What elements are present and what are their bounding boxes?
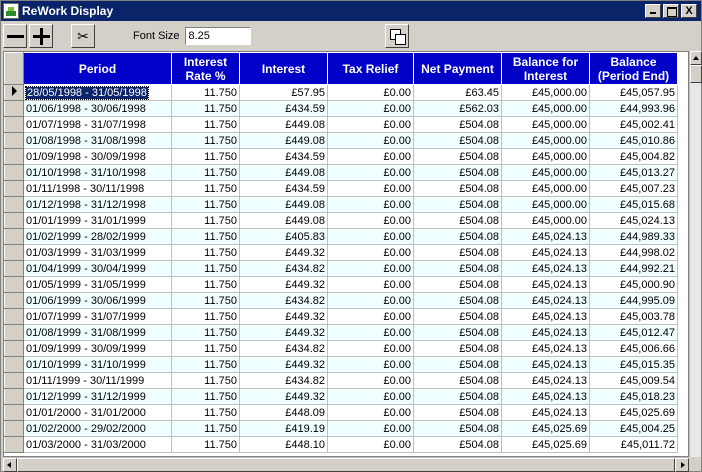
cell-balance-for-interest[interactable]: £45,000.00 xyxy=(502,149,590,165)
cell-period[interactable]: 01/05/1999 - 31/05/1999 xyxy=(24,277,172,293)
cell-balance-period-end[interactable]: £45,015.68 xyxy=(590,197,678,213)
window-title: ReWork Display xyxy=(22,4,114,18)
table-row[interactable] xyxy=(5,149,678,165)
data-grid[interactable] xyxy=(3,51,689,457)
cell-interest[interactable]: £434.82 xyxy=(240,293,328,309)
cell-net-payment[interactable]: £504.08 xyxy=(414,213,502,229)
row-header[interactable] xyxy=(5,165,24,181)
row-header[interactable] xyxy=(5,421,24,437)
cell-interest[interactable]: £434.82 xyxy=(240,261,328,277)
cell-interest[interactable]: £434.82 xyxy=(240,341,328,357)
cell-interest-rate[interactable]: 11.750 xyxy=(172,197,240,213)
table-row[interactable] xyxy=(5,229,678,245)
table-row[interactable] xyxy=(5,261,678,277)
cell-balance-period-end[interactable]: £45,007.23 xyxy=(590,181,678,197)
cell-interest[interactable]: £449.08 xyxy=(240,213,328,229)
selected-cell-text: 28/05/1998 - 31/05/1998 xyxy=(27,86,147,99)
cell-period[interactable]: 01/06/1999 - 30/06/1999 xyxy=(24,293,172,309)
cell-balance-period-end[interactable]: £45,004.82 xyxy=(590,149,678,165)
cell-interest[interactable]: £449.32 xyxy=(240,325,328,341)
cell-net-payment[interactable]: £63.45 xyxy=(414,85,502,101)
cell-net-payment[interactable]: £504.08 xyxy=(414,277,502,293)
font-size-input[interactable] xyxy=(185,27,251,45)
cell-period[interactable]: 01/03/2000 - 31/03/2000 xyxy=(24,437,172,453)
cell-net-payment[interactable]: £504.08 xyxy=(414,389,502,405)
cell-balance-period-end[interactable]: £45,015.35 xyxy=(590,357,678,373)
cell-interest[interactable]: £57.95 xyxy=(240,85,328,101)
cell-tax-relief[interactable]: £0.00 xyxy=(328,341,414,357)
cell-interest[interactable]: £449.08 xyxy=(240,133,328,149)
row-header[interactable] xyxy=(5,181,24,197)
cell-tax-relief[interactable]: £0.00 xyxy=(328,117,414,133)
cell-period[interactable]: 01/11/1999 - 30/11/1999 xyxy=(24,373,172,389)
cell-interest-rate[interactable]: 11.750 xyxy=(172,245,240,261)
cell-interest-rate[interactable]: 11.750 xyxy=(172,437,240,453)
row-header[interactable] xyxy=(5,373,24,389)
header-row xyxy=(5,53,678,85)
cell-interest-rate[interactable]: 11.750 xyxy=(172,117,240,133)
cell-interest-rate[interactable]: 11.750 xyxy=(172,325,240,341)
cell-period[interactable]: 01/09/1999 - 30/09/1999 xyxy=(24,341,172,357)
table-row[interactable] xyxy=(5,357,678,373)
cell-balance-for-interest[interactable]: £45,024.13 xyxy=(502,389,590,405)
cell-interest-rate[interactable]: 11.750 xyxy=(172,229,240,245)
cell-balance-for-interest[interactable]: £45,024.13 xyxy=(502,357,590,373)
cell-balance-for-interest[interactable]: £45,024.13 xyxy=(502,341,590,357)
cell-balance-period-end[interactable]: £45,004.25 xyxy=(590,421,678,437)
cell-interest-rate[interactable]: 11.750 xyxy=(172,149,240,165)
cell-balance-for-interest[interactable]: £45,000.00 xyxy=(502,213,590,229)
cell-interest-rate[interactable]: 11.750 xyxy=(172,277,240,293)
cell-balance-for-interest[interactable]: £45,000.00 xyxy=(502,117,590,133)
cell-interest[interactable]: £434.59 xyxy=(240,181,328,197)
row-header[interactable] xyxy=(5,293,24,309)
cell-balance-period-end[interactable]: £44,989.33 xyxy=(590,229,678,245)
cell-balance-period-end[interactable]: £45,013.27 xyxy=(590,165,678,181)
cell-interest-rate[interactable]: 11.750 xyxy=(172,213,240,229)
row-header[interactable] xyxy=(5,245,24,261)
cell-balance-period-end[interactable]: £45,057.95 xyxy=(590,85,678,101)
cell-interest[interactable]: £405.83 xyxy=(240,229,328,245)
cell-balance-for-interest[interactable]: £45,024.13 xyxy=(502,373,590,389)
cell-tax-relief[interactable]: £0.00 xyxy=(328,405,414,421)
cell-period[interactable]: 01/01/2000 - 31/01/2000 xyxy=(24,405,172,421)
cell-net-payment[interactable]: £504.08 xyxy=(414,437,502,453)
cell-interest-rate[interactable]: 11.750 xyxy=(172,133,240,149)
table-row[interactable] xyxy=(5,405,678,421)
cell-net-payment[interactable]: £504.08 xyxy=(414,405,502,421)
cell-tax-relief[interactable]: £0.00 xyxy=(328,229,414,245)
cell-interest[interactable]: £449.32 xyxy=(240,357,328,373)
cell-tax-relief[interactable]: £0.00 xyxy=(328,101,414,117)
cell-net-payment[interactable]: £504.08 xyxy=(414,117,502,133)
cell-balance-for-interest[interactable]: £45,000.00 xyxy=(502,181,590,197)
cell-net-payment[interactable]: £504.08 xyxy=(414,149,502,165)
cell-net-payment[interactable]: £504.08 xyxy=(414,181,502,197)
cell-interest-rate[interactable]: 11.750 xyxy=(172,261,240,277)
font-size-label: Font Size xyxy=(133,30,180,42)
table-row[interactable] xyxy=(5,133,678,149)
row-header[interactable] xyxy=(5,101,24,117)
cell-interest-rate[interactable]: 11.750 xyxy=(172,373,240,389)
cell-interest[interactable]: £449.08 xyxy=(240,165,328,181)
cell-balance-period-end[interactable]: £44,995.09 xyxy=(590,293,678,309)
table-row[interactable] xyxy=(5,277,678,293)
table-row[interactable] xyxy=(5,245,678,261)
cell-period[interactable]: 01/10/1999 - 31/10/1999 xyxy=(24,357,172,373)
cell-balance-period-end[interactable]: £45,000.90 xyxy=(590,277,678,293)
cell-period[interactable] xyxy=(24,85,172,101)
row-header[interactable] xyxy=(5,325,24,341)
table-row[interactable] xyxy=(5,309,678,325)
row-header[interactable] xyxy=(5,197,24,213)
cell-interest[interactable]: £419.19 xyxy=(240,421,328,437)
cell-tax-relief[interactable]: £0.00 xyxy=(328,261,414,277)
table-row[interactable] xyxy=(5,181,678,197)
cell-balance-for-interest[interactable]: £45,025.69 xyxy=(502,421,590,437)
cell-interest-rate[interactable]: 11.750 xyxy=(172,101,240,117)
table-row[interactable] xyxy=(5,101,678,117)
cell-period[interactable]: 01/12/1999 - 31/12/1999 xyxy=(24,389,172,405)
column-header-net-payment[interactable]: Net Payment xyxy=(414,53,502,85)
cell-interest[interactable]: £449.32 xyxy=(240,277,328,293)
cell-balance-period-end[interactable]: £45,009.54 xyxy=(590,373,678,389)
cell-period[interactable]: 01/08/1998 - 31/08/1998 xyxy=(24,133,172,149)
cell-balance-for-interest[interactable]: £45,000.00 xyxy=(502,101,590,117)
vertical-scrollbar[interactable] xyxy=(689,51,701,457)
row-header[interactable] xyxy=(5,405,24,421)
cell-tax-relief[interactable]: £0.00 xyxy=(328,181,414,197)
cell-net-payment[interactable]: £504.08 xyxy=(414,357,502,373)
cell-interest[interactable]: £449.08 xyxy=(240,117,328,133)
column-header-tax-relief[interactable]: Tax Relief xyxy=(328,53,414,85)
cell-tax-relief[interactable]: £0.00 xyxy=(328,357,414,373)
row-header[interactable] xyxy=(5,213,24,229)
cell-balance-for-interest[interactable]: £45,000.00 xyxy=(502,133,590,149)
cell-interest[interactable]: £449.32 xyxy=(240,309,328,325)
row-header[interactable] xyxy=(5,309,24,325)
cell-tax-relief[interactable]: £0.00 xyxy=(328,245,414,261)
row-header[interactable] xyxy=(5,117,24,133)
vertical-scroll-thumb[interactable] xyxy=(690,65,702,83)
column-header-balance-for-interest[interactable]: Balance for Interest xyxy=(502,53,590,85)
table-row[interactable] xyxy=(5,85,678,101)
cell-period[interactable]: 01/08/1999 - 31/08/1999 xyxy=(24,325,172,341)
cell-period[interactable]: 01/04/1999 - 30/04/1999 xyxy=(24,261,172,277)
minimize-button[interactable] xyxy=(645,4,661,18)
scroll-up-arrow-icon[interactable] xyxy=(690,51,702,65)
close-button[interactable]: X xyxy=(681,4,697,18)
cell-balance-for-interest[interactable]: £45,000.00 xyxy=(502,197,590,213)
cell-net-payment[interactable]: £504.08 xyxy=(414,341,502,357)
horizontal-scrollbar[interactable] xyxy=(3,457,689,471)
cell-balance-period-end[interactable]: £45,006.66 xyxy=(590,341,678,357)
cell-interest-rate[interactable]: 11.750 xyxy=(172,357,240,373)
cell-interest-rate[interactable]: 11.750 xyxy=(172,309,240,325)
cell-interest[interactable]: £448.10 xyxy=(240,437,328,453)
cell-net-payment[interactable]: £504.08 xyxy=(414,421,502,437)
table-row[interactable] xyxy=(5,293,678,309)
table-row[interactable] xyxy=(5,325,678,341)
scroll-right-arrow-icon[interactable] xyxy=(675,458,689,472)
plus-icon[interactable] xyxy=(29,24,53,48)
row-header[interactable] xyxy=(5,85,24,101)
cell-tax-relief[interactable]: £0.00 xyxy=(328,373,414,389)
cell-period[interactable]: 01/07/1998 - 31/07/1998 xyxy=(24,117,172,133)
table-row[interactable] xyxy=(5,341,678,357)
cell-tax-relief[interactable]: £0.00 xyxy=(328,165,414,181)
cell-tax-relief[interactable]: £0.00 xyxy=(328,309,414,325)
cell-period[interactable]: 01/09/1998 - 30/09/1998 xyxy=(24,149,172,165)
cell-balance-period-end[interactable]: £45,003.78 xyxy=(590,309,678,325)
cell-period[interactable]: 01/07/1999 - 31/07/1999 xyxy=(24,309,172,325)
cell-interest-rate[interactable]: 11.750 xyxy=(172,293,240,309)
cell-net-payment[interactable]: £562.03 xyxy=(414,101,502,117)
cell-balance-for-interest[interactable]: £45,024.13 xyxy=(502,277,590,293)
row-header[interactable] xyxy=(5,229,24,245)
cell-balance-period-end[interactable]: £44,992.21 xyxy=(590,261,678,277)
cell-interest[interactable]: £449.32 xyxy=(240,389,328,405)
cell-period[interactable]: 01/03/1999 - 31/03/1999 xyxy=(24,245,172,261)
cell-net-payment[interactable]: £504.08 xyxy=(414,245,502,261)
cell-period[interactable]: 01/06/1998 - 30/06/1998 xyxy=(24,101,172,117)
cell-interest-rate[interactable]: 11.750 xyxy=(172,165,240,181)
app-icon xyxy=(3,3,19,19)
cell-balance-for-interest[interactable]: £45,024.13 xyxy=(502,325,590,341)
cell-net-payment[interactable]: £504.08 xyxy=(414,373,502,389)
cell-balance-for-interest[interactable]: £45,025.69 xyxy=(502,437,590,453)
cell-interest[interactable]: £449.32 xyxy=(240,245,328,261)
cell-interest[interactable]: £434.59 xyxy=(240,149,328,165)
minus-icon[interactable] xyxy=(3,24,27,48)
row-header[interactable] xyxy=(5,149,24,165)
grid-body xyxy=(5,85,678,453)
cell-tax-relief[interactable]: £0.00 xyxy=(328,325,414,341)
cell-balance-period-end[interactable]: £45,010.86 xyxy=(590,133,678,149)
cell-balance-period-end[interactable]: £45,012.47 xyxy=(590,325,678,341)
cell-net-payment[interactable]: £504.08 xyxy=(414,325,502,341)
cell-tax-relief[interactable]: £0.00 xyxy=(328,133,414,149)
table-row[interactable] xyxy=(5,389,678,405)
cell-balance-period-end[interactable]: £44,998.02 xyxy=(590,245,678,261)
table-row[interactable] xyxy=(5,373,678,389)
cell-tax-relief[interactable]: £0.00 xyxy=(328,389,414,405)
cell-balance-period-end[interactable]: £45,024.13 xyxy=(590,213,678,229)
cell-net-payment[interactable]: £504.08 xyxy=(414,261,502,277)
row-header[interactable] xyxy=(5,389,24,405)
cell-interest-rate[interactable]: 11.750 xyxy=(172,181,240,197)
cell-tax-relief[interactable]: £0.00 xyxy=(328,277,414,293)
cell-tax-relief[interactable]: £0.00 xyxy=(328,85,414,101)
scissors-icon[interactable]: ✂ xyxy=(71,24,95,48)
cell-period[interactable]: 01/10/1998 - 31/10/1998 xyxy=(24,165,172,181)
current-row-pointer-icon xyxy=(12,86,17,96)
cell-balance-period-end[interactable]: £44,993.96 xyxy=(590,101,678,117)
cell-balance-for-interest[interactable]: £45,024.13 xyxy=(502,229,590,245)
cell-interest-rate[interactable]: 11.750 xyxy=(172,341,240,357)
cell-tax-relief[interactable]: £0.00 xyxy=(328,437,414,453)
cell-interest[interactable]: £434.82 xyxy=(240,373,328,389)
cell-period[interactable]: 01/02/1999 - 28/02/1999 xyxy=(24,229,172,245)
row-header[interactable] xyxy=(5,357,24,373)
cell-balance-for-interest[interactable]: £45,024.13 xyxy=(502,309,590,325)
cell-interest[interactable]: £449.08 xyxy=(240,197,328,213)
row-header[interactable] xyxy=(5,261,24,277)
copy-windows-icon[interactable] xyxy=(385,24,409,48)
cell-balance-for-interest[interactable]: £45,024.13 xyxy=(502,405,590,421)
cell-tax-relief[interactable]: £0.00 xyxy=(328,197,414,213)
table-row[interactable] xyxy=(5,437,678,453)
table-row[interactable] xyxy=(5,117,678,133)
row-header[interactable] xyxy=(5,277,24,293)
column-header-interest[interactable]: Interest xyxy=(240,53,328,85)
scroll-left-arrow-icon[interactable] xyxy=(3,458,17,472)
table-row[interactable] xyxy=(5,197,678,213)
column-header-interest-rate[interactable]: Interest Rate % xyxy=(172,53,240,85)
table-row[interactable] xyxy=(5,165,678,181)
table-row[interactable] xyxy=(5,421,678,437)
cell-balance-period-end[interactable]: £45,025.69 xyxy=(590,405,678,421)
cell-interest[interactable]: £434.59 xyxy=(240,101,328,117)
cell-tax-relief[interactable]: £0.00 xyxy=(328,149,414,165)
cell-period[interactable]: 01/12/1998 - 31/12/1998 xyxy=(24,197,172,213)
cell-balance-period-end[interactable]: £45,011.72 xyxy=(590,437,678,453)
cell-period[interactable]: 01/02/2000 - 29/02/2000 xyxy=(24,421,172,437)
horizontal-scroll-thumb[interactable] xyxy=(17,458,675,472)
cell-period[interactable]: 01/01/1999 - 31/01/1999 xyxy=(24,213,172,229)
cell-interest-rate[interactable]: 11.750 xyxy=(172,421,240,437)
cell-period[interactable]: 01/11/1998 - 30/11/1998 xyxy=(24,181,172,197)
cell-tax-relief[interactable]: £0.00 xyxy=(328,293,414,309)
cell-net-payment[interactable]: £504.08 xyxy=(414,165,502,181)
cell-interest[interactable]: £448.09 xyxy=(240,405,328,421)
cell-tax-relief[interactable]: £0.00 xyxy=(328,213,414,229)
cell-net-payment[interactable]: £504.08 xyxy=(414,309,502,325)
cell-interest-rate[interactable]: 11.750 xyxy=(172,389,240,405)
row-header[interactable] xyxy=(5,133,24,149)
cell-net-payment[interactable]: £504.08 xyxy=(414,293,502,309)
cell-interest-rate[interactable]: 11.750 xyxy=(172,85,240,101)
maximize-button[interactable] xyxy=(663,4,679,18)
cell-balance-for-interest[interactable]: £45,000.00 xyxy=(502,165,590,181)
cell-balance-for-interest[interactable]: £45,024.13 xyxy=(502,245,590,261)
cell-balance-for-interest[interactable]: £45,024.13 xyxy=(502,293,590,309)
title-bar[interactable] xyxy=(1,1,701,21)
rework-table xyxy=(4,52,678,453)
row-header[interactable] xyxy=(5,437,24,453)
cell-interest-rate[interactable]: 11.750 xyxy=(172,405,240,421)
cell-balance-period-end[interactable]: £45,002.41 xyxy=(590,117,678,133)
cell-balance-period-end[interactable]: £45,018.23 xyxy=(590,389,678,405)
cell-net-payment[interactable]: £504.08 xyxy=(414,197,502,213)
table-row[interactable] xyxy=(5,213,678,229)
column-header-balance-period-end[interactable]: Balance (Period End) xyxy=(590,53,678,85)
cell-tax-relief[interactable]: £0.00 xyxy=(328,421,414,437)
column-header-period[interactable]: Period xyxy=(24,53,172,85)
row-header[interactable] xyxy=(5,341,24,357)
cell-balance-for-interest[interactable]: £45,000.00 xyxy=(502,85,590,101)
toolbar xyxy=(1,23,701,49)
cell-balance-for-interest[interactable]: £45,024.13 xyxy=(502,261,590,277)
cell-net-payment[interactable]: £504.08 xyxy=(414,133,502,149)
cell-net-payment[interactable]: £504.08 xyxy=(414,229,502,245)
row-header-corner[interactable] xyxy=(5,53,24,85)
